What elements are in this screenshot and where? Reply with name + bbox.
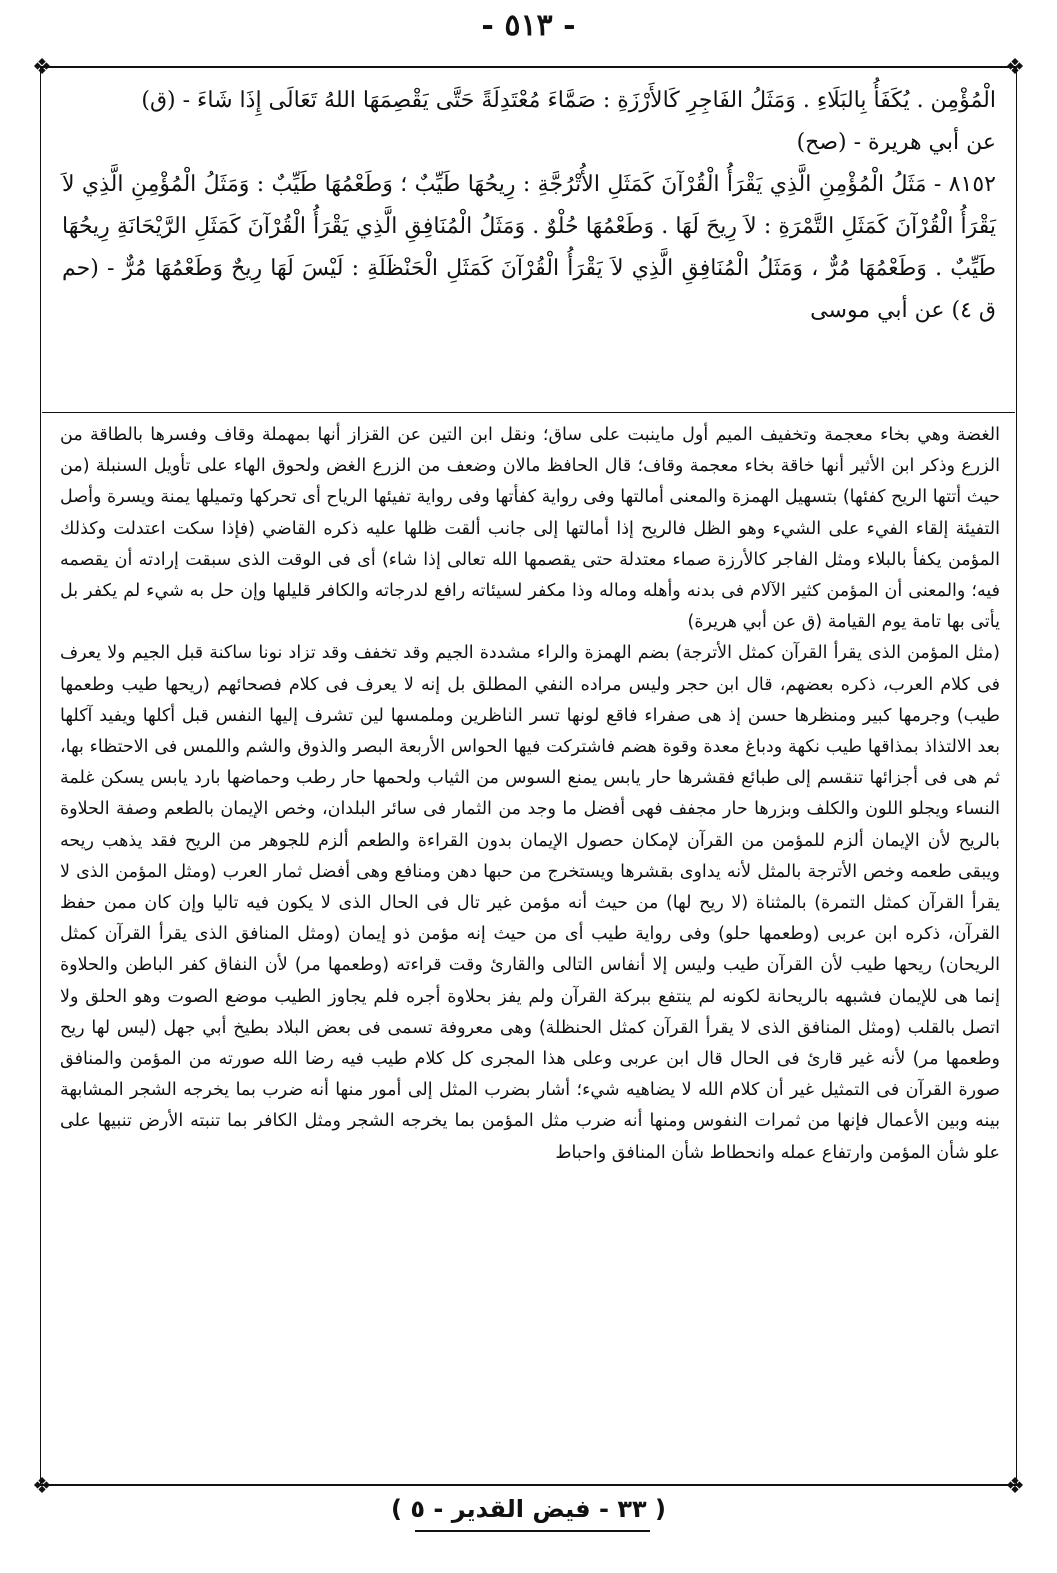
hadith-text-block: [62, 80, 996, 332]
corner-ornament-icon: ❖: [32, 55, 52, 80]
corner-ornament-icon: ❖: [1005, 1474, 1025, 1499]
commentary-block: [60, 420, 1000, 1480]
hadith-8152: ٨١٥٢ - مَثَلُ الْمُؤْمِنِ الَّذِي يَقْرَأُ الْقُرْآنَ كَمَثَلِ الأُتْرُجَّةِ : رِيحُهَا طَيِّبٌ ؛ وَطَعْمُهَا طَيِّبٌ : وَمَثَلُ الْمُؤْمِنِ الَّذِي لاَ يَقْرَأُ الْقُرْآنَ كَمَثَلِ التَّمْرَةِ : لاَ رِيحَ لَهَا . وَطَعْمُهَا حُلْوٌ . وَمَثَلُ الْمُنَافِقِ الَّذِي يَقْرَأُ الْقُرْآنَ كَمَثَلِ الرَّيْحَانَةِ رِيحُهَا طَيِّبٌ . وَطَعْمُهَا مُرٌّ ، وَمَثَلُ الْمُنَافِقِ الَّذِي لاَ يَقْرَأُ الْقُرْآنَ كَمَثَلِ الْحَنْظَلَةِ : لَيْسَ لَهَا رِيحٌ وَطَعْمُهَا مُرٌّ - (حم ق ٤) عن أبي موسى: [62, 172, 996, 323]
hadith-continuation-line: الْمُؤْمِن . يُكَفَأُ بِالبَلَاءِ . وَمَثَلُ الفَاجِرِ كَالأَرْزَةِ : صَمَّاءَ مُعْتَدِلَةً حَتَّى يَقْصِمَهَا اللهُ تَعَالَى إِذَا شَاءَ - (ق): [141, 88, 996, 113]
corner-ornament-icon: ❖: [32, 1474, 52, 1499]
hadith-attribution: عن أبي هريرة - (صح): [796, 130, 996, 155]
page-number: - ٥١٣ -: [481, 8, 576, 43]
footer-signature: ( ٣٣ - فيض القدير - ٥ ): [391, 1495, 666, 1523]
corner-ornament-icon: ❖: [1005, 55, 1025, 80]
section-divider: [42, 412, 1015, 413]
commentary-paragraph-1: الغضة وهي بخاء معجمة وتخفيف الميم أول ماينبت على ساق؛ ونقل ابن التين عن القزاز أنها بمهملة وقاف وفسرها بالطاقة من الزرع وذكر ابن الأثير أنها خاقة بخاء معجمة وقاف؛ قال الحافظ مالان وضعف من الزرع الغض ولحوق الهاء على تأويل السنبلة (من حيث أتتها الريح كفئها) بتسهيل الهمزة والمعنى أمالتها وفى رواية كفأتها وفى رواية تفيئها الرياح أى تحركها وتميلها يمنة ويسرة وأصل التفيئة إلقاء الفيء على الشيء وهو الظل فالريح إذا أمالتها إلى جانب ألقت ظلها عليه ذكره القاضي (فإذا سكت اعتدلت وكذلك المؤمن يكفأ بالبلاء ومثل الفاجر كالأرزة صماء معتدلة حتى يقصمها الله تعالى إذا شاء) أى فى الوقت الذى سبقت إرادته أن يقصمه فيه؛ والمعنى أن المؤمن كثير الآلام فى بدنه وأهله وماله وذا مكفر لسيئاته رافع لدرجاته والكافر قليلها وإن حل به شيء لم يكفر بل يأتى بها تامة يوم القيامة (ق عن أبي هريرة): [60, 425, 1000, 633]
commentary-paragraph-2: (مثل المؤمن الذى يقرأ القرآن كمثل الأترجة) بضم الهمزة والراء مشددة الجيم وقد تخفف وقد تزاد نونا ساكنة قبل الجيم ولا يعرف فى كلام العرب، ذكره بعضهم، قال ابن حجر وليس مراده النفي المطلق بل إنه لا يعرف فى كلام فصحائهم (ريحها طيب وطعمها طيب) وجرمها كبير ومنظرها حسن إذ هى صفراء فاقع لونها تسر الناظرين وملمسها لين تشرف إليها النفس قبل أكلها ويفيد آكلها بعد الالتذاذ بمذاقها طيب نكهة ودباغ معدة وقوة هضم فاشتركت فيها الحواس الأربعة البصر والذوق والشم واللمس فى الاحتظاء بها، ثم هى فى أجزائها تنقسم إلى طبائع فقشرها حار يابس يمنع السوس من الثياب ولحمها حار رطب وحماضها بارد يابس يسكن غلمة النساء ويجلو اللون والكلف وبزرها حار مجفف فهى أفضل ما وجد من الثمار فى سائر البلدان، وخص الإيمان بالطعم وصفة الحلاوة بالريح لأن الإيمان ألزم للمؤمن من القرآن لإمكان حصول الإيمان بدون القراءة والطعم ألزم للجوهر من الريح فقد يذهب ريحه ويبقى طعمه وخص الأترجة بالمثل لأنه يداوى بقشرها ويستخرج من حبها دهن ومنافع وهى أفضل ثمار العرب (ومثل المؤمن الذى لا يقرأ القرآن كمثل التمرة) بالمثناة (لا ريح لها) من حيث أنه مؤمن غير تال فى الحال الذى لا يكون فيه تاليا وإن كان ممن حفظ القرآن، ذكره ابن عربى (وطعمها حلو) وفى رواية طيب أى من حيث إنه مؤمن ذو إيمان (ومثل المنافق الذى يقرأ القرآن كمثل الريحان) ريحها طيب لأن القرآن طيب وليس إلا أنفاس التالى والقارئ وقت قراءته (وطعمها مر) لأن النفاق كفر الباطن والحلاوة إنما هى للإيمان فشبهه بالريحانة لكونه لم ينتفع ببركة القرآن ولم يفز بحلاوة أجره فلم يجاوز الطيب موضع الصوت وهو الحلق ولا اتصل بالقلب (ومثل المنافق الذى لا يقرأ القرآن كمثل الحنظلة) وهى معروفة تسمى فى بعض البلاد بطيخ أبي جهل (ليس لها ريح وطعمها مر) لأنه غير قارئ فى الحال قال ابن عربى وعلى هذا المجرى كل كلام طيب فيه رضا الله صورته من المؤمن والمنافق صورة القرآن فى التمثيل غير أن كلام الله لا يضاهيه شيء؛ أشار بضرب المثل إلى أمور منها أنه ضرب بما يخرجه الشجر المشابهة بينه وبين الأعمال فإنها من ثمرات النفوس ومنها أنه ضرب مثل المؤمن بما يخرجه الشجر ومثل الكافر بما تنبته الأرض تنبيها على علو شأن المؤمن وارتفاع عمله وانحطاط شأن المنافق واحباط: [60, 643, 1000, 1163]
footer-underline: [415, 1530, 650, 1532]
